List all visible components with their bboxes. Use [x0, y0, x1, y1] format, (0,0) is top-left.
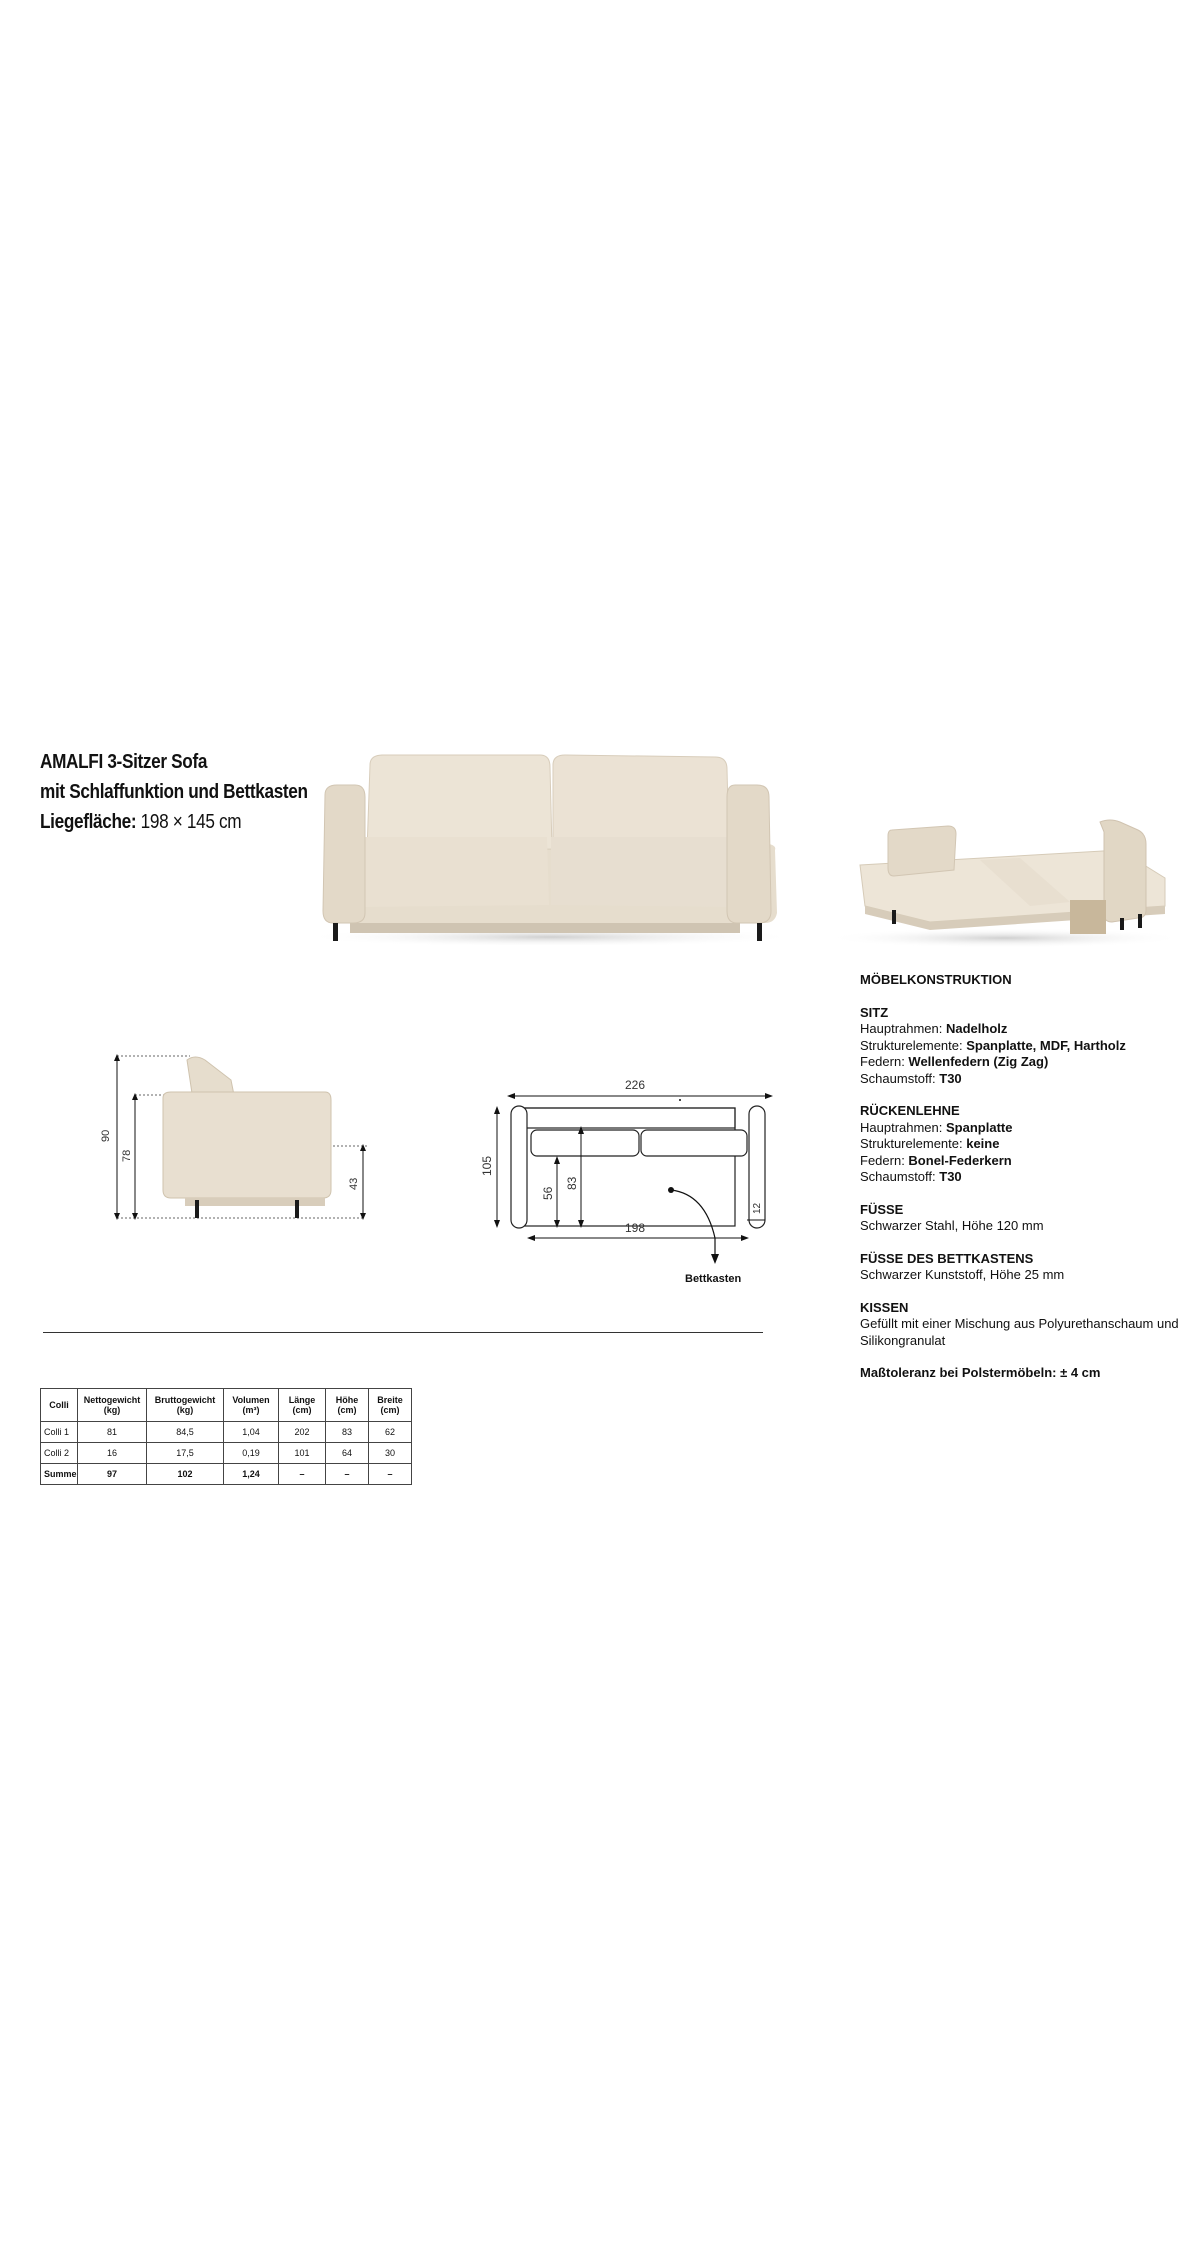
sleeping-area-value: 198 × 145 cm — [140, 811, 242, 833]
spec-line: Federn: Bonel-Federkern — [860, 1152, 1012, 1168]
table-header: Länge (cm) — [279, 1389, 326, 1422]
sofa-bed-open-image — [820, 810, 1190, 950]
dim-total-height: 90 — [100, 1129, 112, 1142]
spec-section-title: KISSEN — [860, 1299, 909, 1315]
spec-line: Schwarzer Kunststoff, Höhe 25 mm — [860, 1267, 1065, 1282]
dim-seat-back-height: 78 — [121, 1149, 133, 1162]
table-header: Volumen (m³) — [224, 1389, 279, 1422]
spec-line: Silikongranulat — [860, 1332, 946, 1348]
dim-seat-depth-b: 83 — [565, 1176, 579, 1190]
spec-section-fuesse — [860, 1202, 1180, 1235]
spec-line: Schaumstoff: T30 — [860, 1169, 962, 1184]
spec-line: Schaumstoff: T30 — [860, 1070, 962, 1086]
spec-line: Hauptrahmen: Spanplatte — [860, 1119, 1013, 1135]
dim-inner-width: 198 — [625, 1221, 646, 1235]
product-title: AMALFI 3-Sitzer Sofa — [40, 751, 208, 773]
dim-depth: 105 — [480, 1155, 494, 1176]
spec-section-title: SITZ — [860, 1004, 889, 1020]
top-view-drawing — [475, 1070, 785, 1295]
table-header-row — [41, 1389, 412, 1422]
table-sum-row: Summe 97 102 1,24 – – – — [41, 1464, 412, 1485]
side-view-drawing — [95, 1050, 385, 1240]
sleeping-area-label: Liegefläche: — [40, 811, 137, 833]
dim-seat-depth-a: 56 — [541, 1186, 555, 1200]
spec-line: Gefüllt mit einer Mischung aus Polyurethanschaum und — [860, 1316, 1179, 1331]
spec-line: Schwarzer Stahl, Höhe 120 mm — [860, 1218, 1044, 1233]
table-row: Colli 2 16 17,5 0,19 101 64 30 — [41, 1443, 412, 1464]
spec-section-fuesse-bettkasten — [860, 1251, 1180, 1284]
spec-line: Strukturelemente: keine — [860, 1136, 1000, 1151]
spec-line: Federn: Wellenfedern (Zig Zag) — [860, 1054, 1049, 1069]
spec-section-rueckenlehne — [860, 1103, 1180, 1186]
sofa-front-image — [295, 745, 795, 945]
dim-seat-height: 43 — [348, 1177, 360, 1190]
tolerance-note: Maßtoleranz bei Polstermöbeln: ± 4 cm — [860, 1365, 1101, 1380]
spec-section-title: RÜCKENLEHNE — [860, 1103, 960, 1118]
spec-line: Hauptrahmen: Nadelholz — [860, 1021, 1008, 1036]
dim-width: 226 — [625, 1078, 646, 1092]
sleeping-area — [40, 807, 298, 837]
product-subtitle: mit Schlaffunktion und Bettkasten — [40, 781, 308, 803]
spec-line: Strukturelemente: Spanplatte, MDF, Hartholz — [860, 1037, 1126, 1053]
dim-arm: 12 — [752, 1202, 763, 1214]
table-header: Nettogewicht (kg) — [78, 1389, 147, 1422]
colli-table — [40, 1388, 412, 1485]
spec-section-kissen — [860, 1300, 1180, 1350]
spec-section-title: FÜSSE DES BETTKASTENS — [860, 1250, 1034, 1266]
spec-section-sitz — [860, 1005, 1180, 1088]
table-header: Bruttogewicht (kg) — [147, 1389, 224, 1422]
bettkasten-label: Bettkasten — [685, 1273, 742, 1285]
construction-specs — [860, 972, 1180, 1382]
table-row: Colli 1 81 84,5 1,04 202 83 62 — [41, 1422, 412, 1443]
section-divider — [43, 1332, 763, 1333]
table-header: Höhe (cm) — [326, 1389, 369, 1422]
specs-heading: MÖBELKONSTRUKTION — [860, 972, 1012, 987]
spec-section-title: FÜSSE — [860, 1201, 904, 1217]
table-header: Colli — [41, 1389, 78, 1422]
table-header: Breite (cm) — [369, 1389, 412, 1422]
